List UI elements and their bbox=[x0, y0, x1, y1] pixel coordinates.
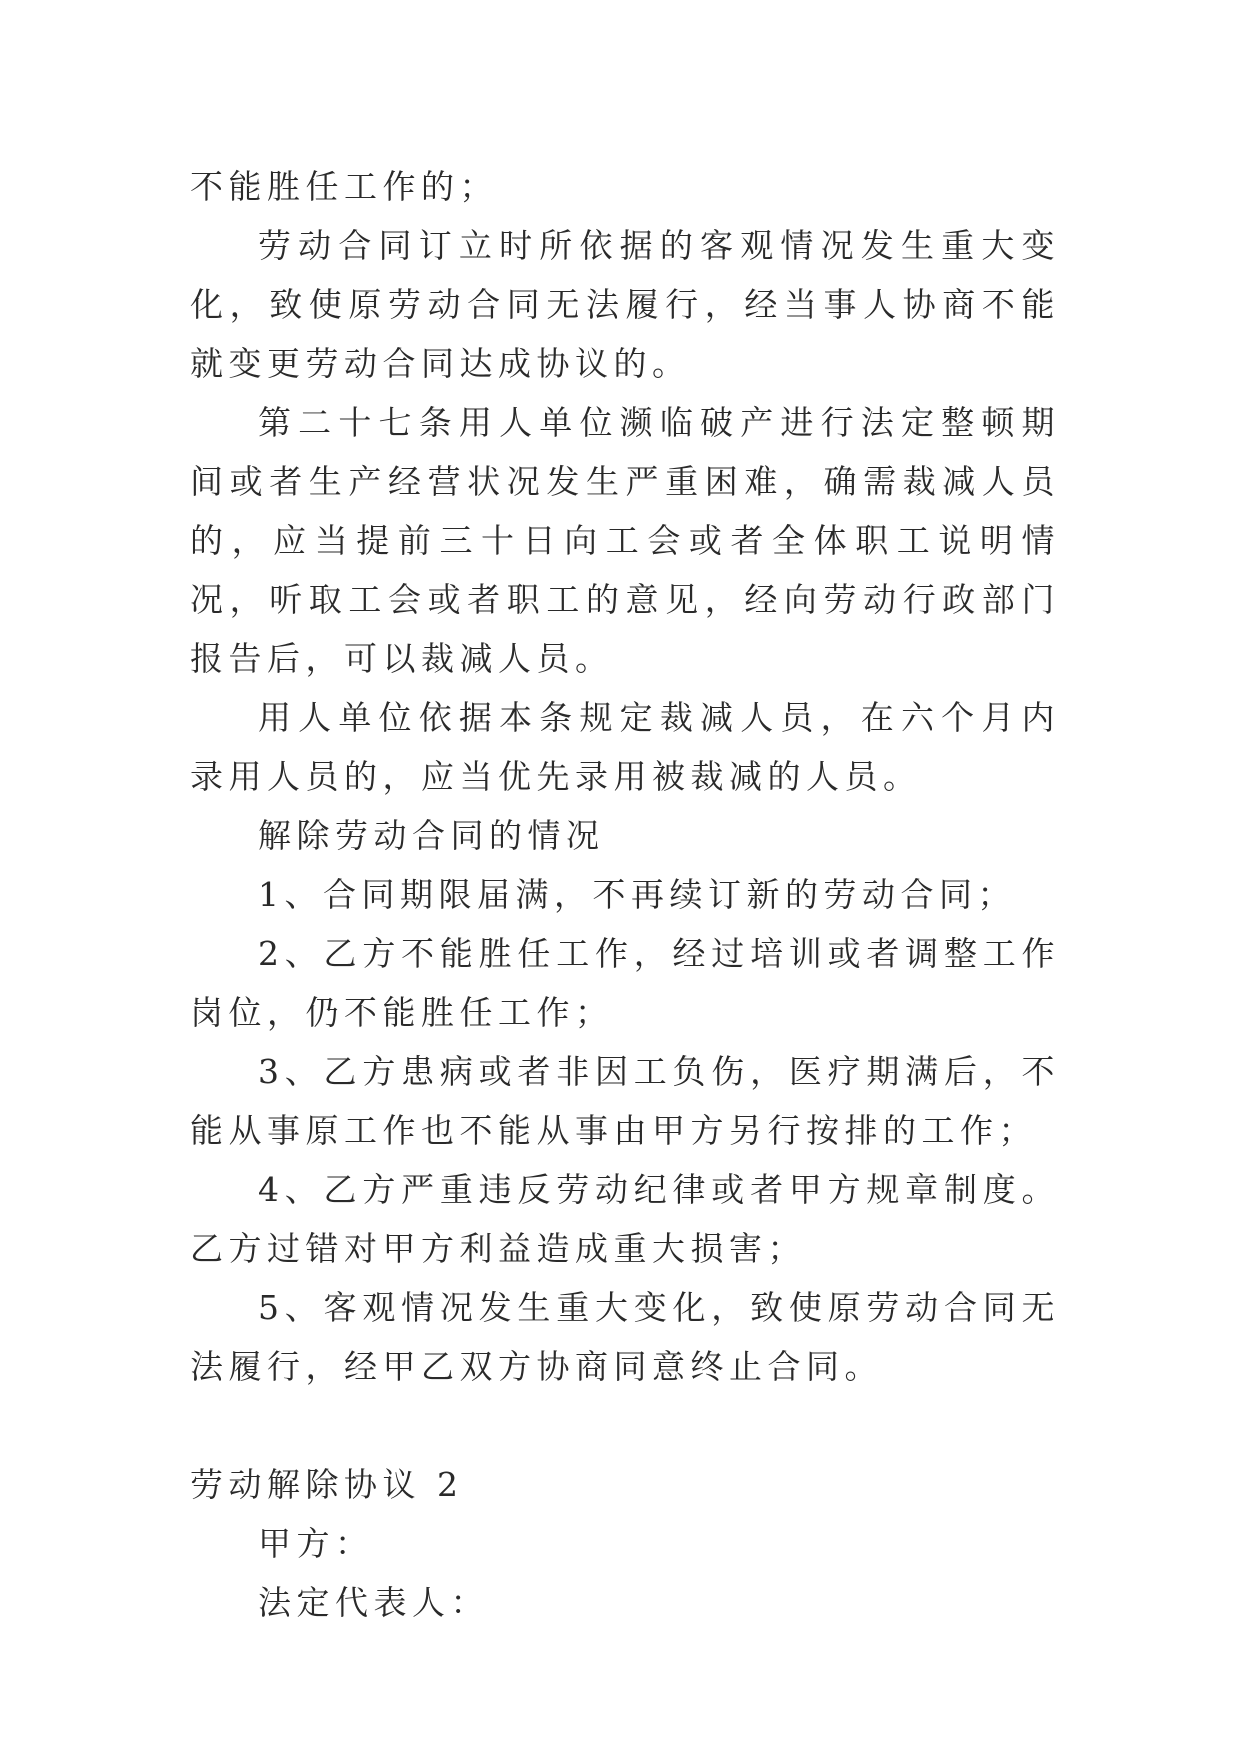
paragraph-objective-change: 劳动合同订立时所依据的客观情况发生重大变化，致使原劳动合同无法履行，经当事人协商不能就变更劳动合同达成协议的。 bbox=[190, 226, 1060, 383]
paragraph-continuation: 不能胜任工作的； bbox=[190, 167, 498, 206]
paragraph-rehire-priority: 用人单位依据本条规定裁减人员，在六个月内录用人员的，应当优先录用被裁减的人员。 bbox=[190, 698, 1060, 796]
legal-representative-label: 法定代表人： bbox=[258, 1583, 489, 1622]
document-title-2: 劳动解除协议 2 bbox=[190, 1465, 464, 1504]
paragraph-article-27: 第二十七条用人单位濒临破产进行法定整顿期间或者生产经营状况发生严重困难，确需裁减人员的，应当提前三十日向工会或者全体职工说明情况，听取工会或者职工的意见，经向劳动行政部门报告后，可以裁减人员。 bbox=[190, 403, 1060, 678]
party-a-label: 甲方： bbox=[258, 1524, 374, 1563]
list-item-3: 3、乙方患病或者非因工负伤，医疗期满后，不能从事原工作也不能从事由甲方另行按排的工作； bbox=[190, 1052, 1060, 1150]
list-item-5: 5、客观情况发生重大变化，致使原劳动合同无法履行，经甲乙双方协商同意终止合同。 bbox=[190, 1288, 1060, 1386]
list-item-4: 4、乙方严重违反劳动纪律或者甲方规章制度。乙方过错对甲方利益造成重大损害； bbox=[190, 1170, 1060, 1268]
section-spacer bbox=[190, 1396, 1060, 1455]
document-body bbox=[190, 157, 1060, 1632]
list-item-2: 2、乙方不能胜任工作，经过培训或者调整工作岗位，仍不能胜任工作； bbox=[190, 934, 1060, 1032]
section-heading-termination: 解除劳动合同的情况 bbox=[258, 816, 605, 855]
list-item-1: 1、合同期限届满，不再续订新的劳动合同； bbox=[258, 875, 1016, 914]
